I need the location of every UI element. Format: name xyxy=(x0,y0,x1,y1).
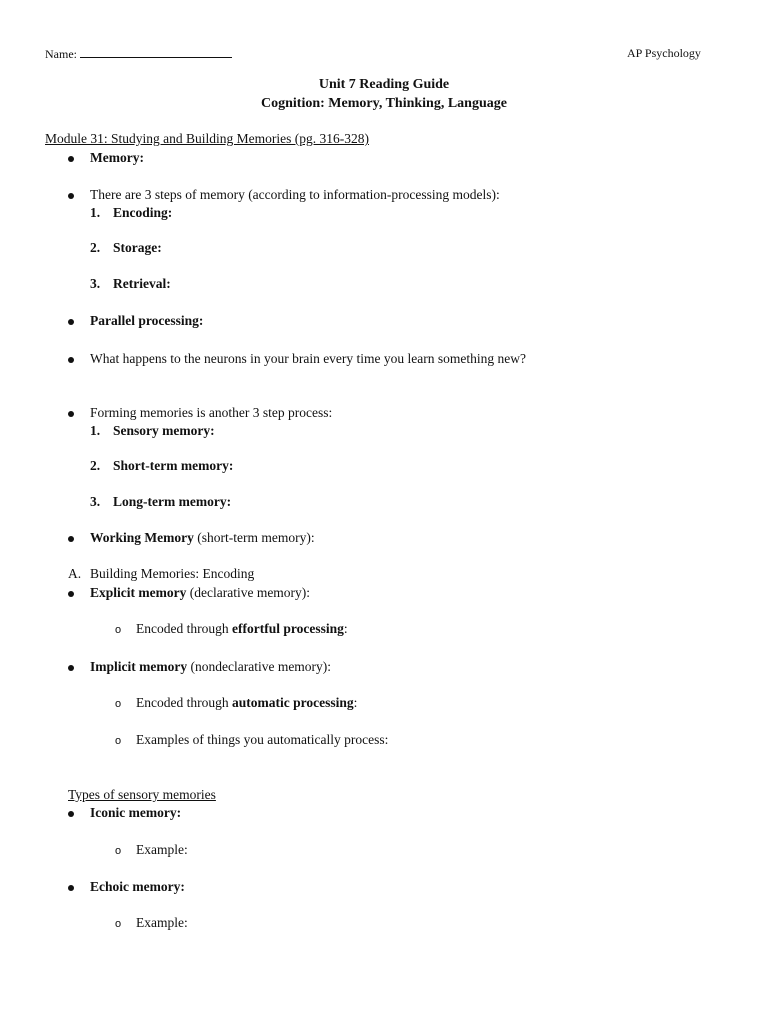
item-storage: Storage: xyxy=(113,240,162,255)
bullet-icon xyxy=(68,411,74,417)
circle-bullet-icon: o xyxy=(115,735,122,747)
item-effortful-processing: Encoded through effortful processing: xyxy=(136,621,348,636)
course-label: AP Psychology xyxy=(627,46,701,60)
item-parallel-processing: Parallel processing: xyxy=(90,313,204,328)
item-forming-memories: Forming memories is another 3 step process: xyxy=(90,405,333,420)
section-marker: A. xyxy=(68,566,82,581)
item-implicit-memory: Implicit memory (nondeclarative memory): xyxy=(90,659,332,674)
bullet-icon xyxy=(68,885,74,891)
bullet-icon xyxy=(68,193,74,199)
module-heading: Module 31: Studying and Building Memories (pg. 316-328) xyxy=(45,131,369,146)
page-title: Unit 7 Reading Guide xyxy=(318,77,450,92)
item-neurons-question: What happens to the neurons in your brain every time you learn something new? xyxy=(90,351,527,366)
step-number: 1. xyxy=(90,205,101,220)
item-encoding: Encoding: xyxy=(113,205,173,220)
item-memory: Memory: xyxy=(90,150,144,165)
circle-bullet-icon: o xyxy=(115,918,122,930)
circle-bullet-icon: o xyxy=(115,624,122,636)
item-working-memory: Working Memory (short-term memory): xyxy=(90,530,315,545)
bullet-icon xyxy=(68,156,74,162)
bullet-icon xyxy=(68,319,74,325)
circle-bullet-icon: o xyxy=(115,845,122,857)
bullet-icon xyxy=(68,591,74,597)
step-number: 2. xyxy=(90,240,101,255)
types-heading: Types of sensory memories xyxy=(68,787,216,802)
name-label: Name: xyxy=(45,47,77,61)
bullet-icon xyxy=(68,811,74,817)
name-field xyxy=(45,46,232,62)
item-echoic-memory: Echoic memory: xyxy=(90,879,185,894)
step-number: 3. xyxy=(90,494,101,509)
section-a-heading: Building Memories: Encoding xyxy=(90,566,255,581)
page-subtitle: Cognition: Memory, Thinking, Language xyxy=(261,96,507,111)
item-long-term-memory: Long-term memory: xyxy=(113,494,232,509)
step-number: 1. xyxy=(90,423,101,438)
bullet-icon xyxy=(68,536,74,542)
step-number: 3. xyxy=(90,276,101,291)
item-echoic-example: Example: xyxy=(136,915,188,930)
item-short-term-memory: Short-term memory: xyxy=(113,458,234,473)
item-examples-automatic: Examples of things you automatically process: xyxy=(136,732,389,747)
item-iconic-example: Example: xyxy=(136,842,188,857)
bullet-icon xyxy=(68,665,74,671)
item-explicit-memory: Explicit memory (declarative memory): xyxy=(90,585,311,600)
bullet-icon xyxy=(68,357,74,363)
name-blank-line xyxy=(80,46,232,58)
item-three-steps: There are 3 steps of memory (according to information-processing models): xyxy=(90,187,500,202)
step-number: 2. xyxy=(90,458,101,473)
item-retrieval: Retrieval: xyxy=(113,276,171,291)
circle-bullet-icon: o xyxy=(115,698,122,710)
item-iconic-memory: Iconic memory: xyxy=(90,805,182,820)
item-sensory-memory: Sensory memory: xyxy=(113,423,215,438)
item-automatic-processing: Encoded through automatic processing: xyxy=(136,695,358,710)
